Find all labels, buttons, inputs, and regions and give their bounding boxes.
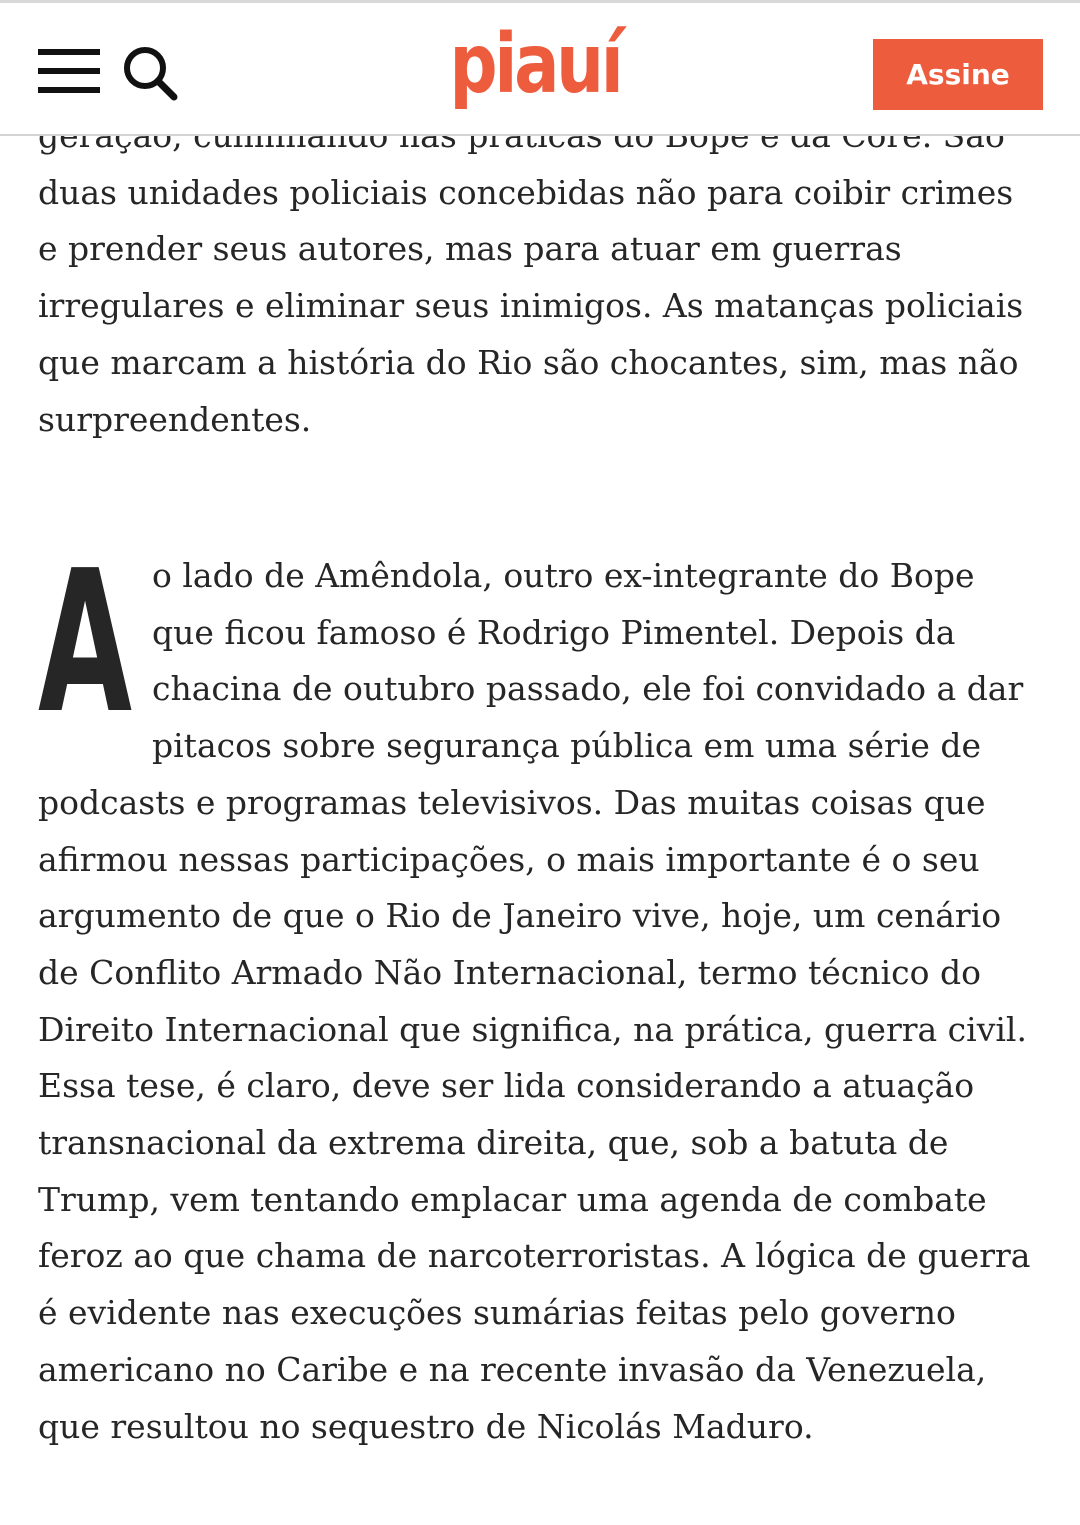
- paragraph-text: o lado de Amêndola, outro ex-integrante do Bope que ficou famoso é Rodrigo Pimentel. Depois da chacina de outubro passado, ele foi convidado a dar pitacos sobre segurança pública em uma série de podcasts e programas televisivos. Das muitas coisas que afirmou nessas participações, o mais importante é o seu argumento de que o Rio de Janeiro vive, hoje, um cenário de Conflito Armado Não Internacional, termo técnico do Direito Internacional que significa, na prática, guerra civil. Essa tese, é claro, deve ser lida considerando a atuação transnacional da extrema direita, que, sob a batuta de Trump, vem tentando emplacar uma agenda de combate feroz ao que chama de narcoterroristas. A lógica de guerra é evidente nas execuções sumárias feitas pelo governo americano no Caribe e na recente invasão da Venezuela, que resultou no sequestro de Nicolás Maduro.: [38, 556, 1031, 1446]
- article-paragraph: duas unidades policiais concebidas não para coibir crimes e prender seus autores, mas para atuar em guerras irregulares e eliminar seus inimigos. As matanças policiais que marcam a história do Rio são chocantes, sim, mas não surpreendentes.: [38, 172, 1024, 439]
- site-header: [0, 0, 1080, 136]
- site-logo[interactable]: piauí: [449, 17, 621, 112]
- search-icon[interactable]: [118, 41, 182, 105]
- menu-bar: [38, 49, 100, 55]
- subscribe-button[interactable]: Assine: [873, 39, 1043, 110]
- menu-bar: [38, 87, 100, 93]
- menu-icon[interactable]: [36, 45, 102, 97]
- menu-bar: [38, 68, 100, 74]
- drop-cap: A: [38, 529, 133, 757]
- article-paragraph: [38, 529, 1042, 1455]
